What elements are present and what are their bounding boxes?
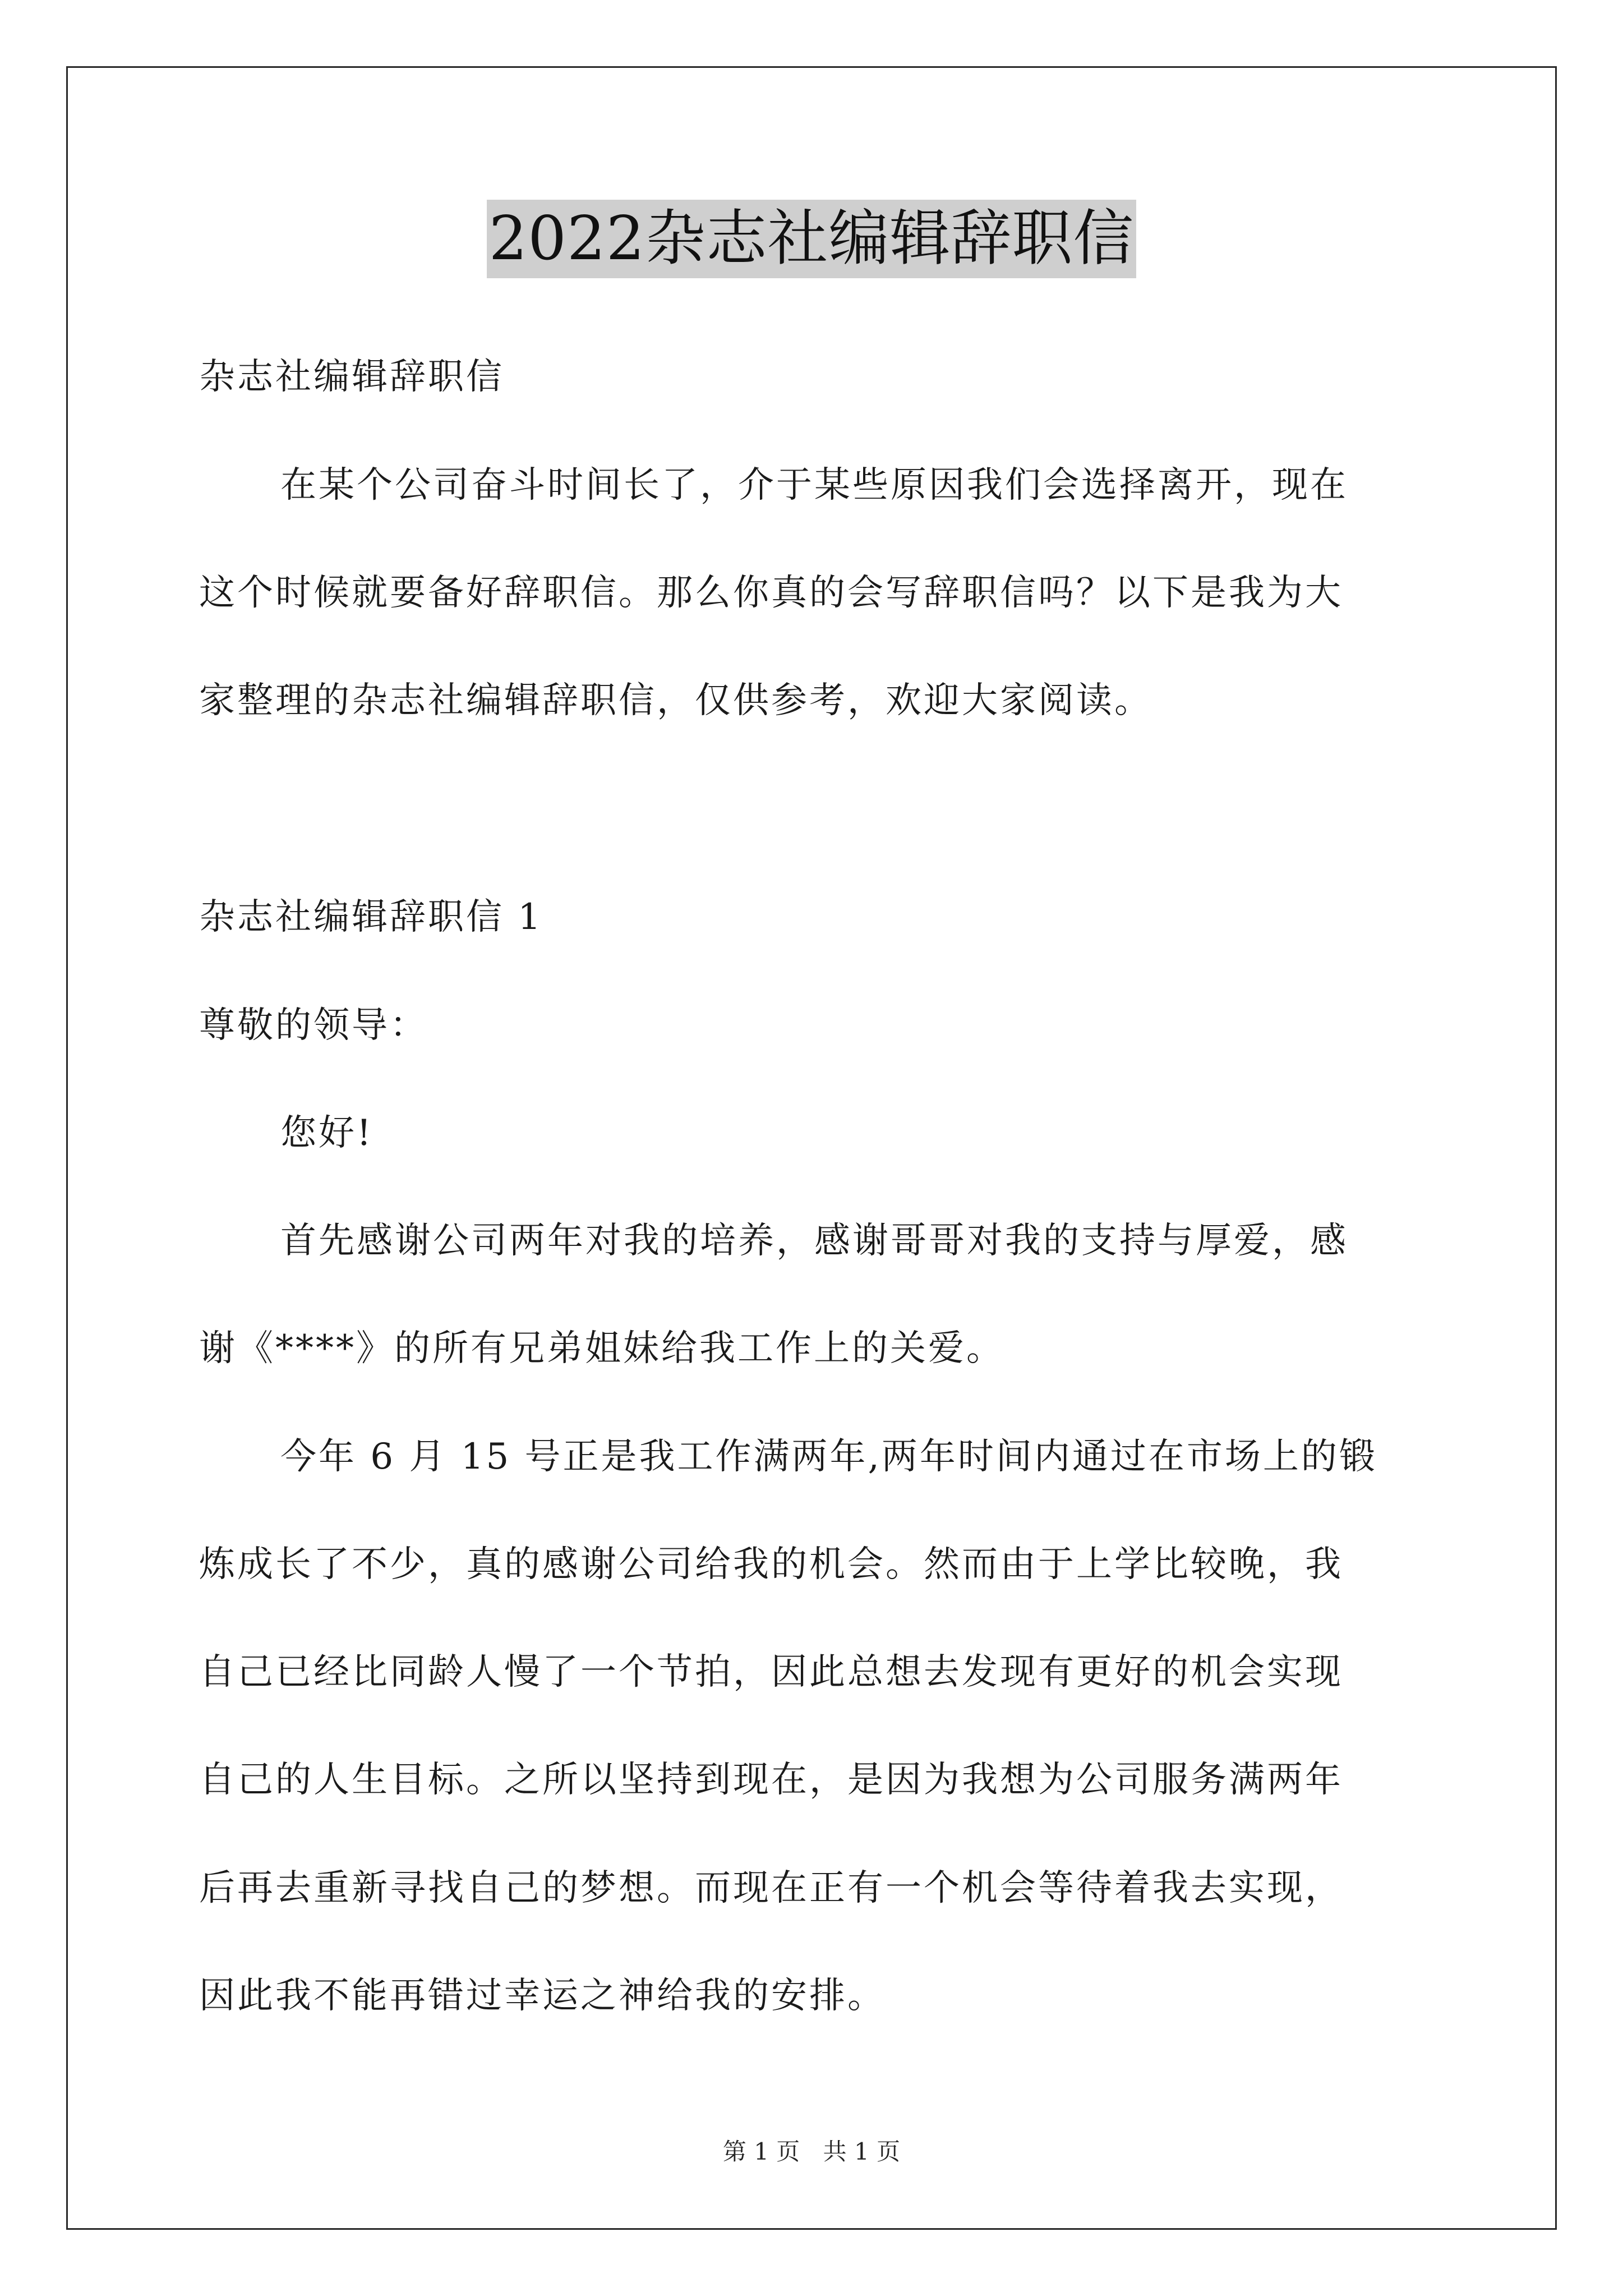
paragraph-line: 今年 6 月 15 号正是我工作满两年,两年时间内通过在市场上的锻 [280,1436,1377,1478]
paragraph-line: 后再去重新寻找自己的梦想。而现在正有一个机会等待着我去实现， [199,1867,1343,1909]
page-footer [0,2136,1623,2168]
paragraph-line: 首先感谢公司两年对我的培养，感谢哥哥对我的支持与厚爱，感 [280,1220,1348,1262]
paragraph-line: 家整理的杂志社编辑辞职信，仅供参考，欢迎大家阅读。 [199,680,1152,721]
page-number-current: 第 1 页 [722,2138,800,2165]
salutation: 尊敬的领导： [199,1005,428,1046]
title-container [0,200,1623,278]
document-title: 2022杂志社编辑辞职信 [487,200,1137,278]
paragraph-line: 自己的人生目标。之所以坚持到现在，是因为我想为公司服务满两年 [199,1759,1343,1801]
paragraph-line: 炼成长了不少，真的感谢公司给我的机会。然而由于上学比较晚，我 [199,1544,1343,1585]
section-heading: 杂志社编辑辞职信 1 [199,896,543,938]
subtitle-line: 杂志社编辑辞职信 [199,356,504,398]
paragraph-line: 因此我不能再错过幸运之神给我的安排。 [199,1975,886,2017]
greeting: 您好! [280,1112,374,1154]
paragraph-line: 这个时候就要备好辞职信。那么你真的会写辞职信吗？以下是我为大 [199,572,1343,614]
paragraph-line: 在某个公司奋斗时间长了，介于某些原因我们会选择离开，现在 [280,464,1348,506]
paragraph-line: 谢《****》的所有兄弟姐妹给我工作上的关爱。 [199,1328,1004,1369]
page-number-total: 共 1 页 [823,2138,901,2165]
paragraph-line: 自己已经比同龄人慢了一个节拍，因此总想去发现有更好的机会实现 [199,1651,1343,1693]
